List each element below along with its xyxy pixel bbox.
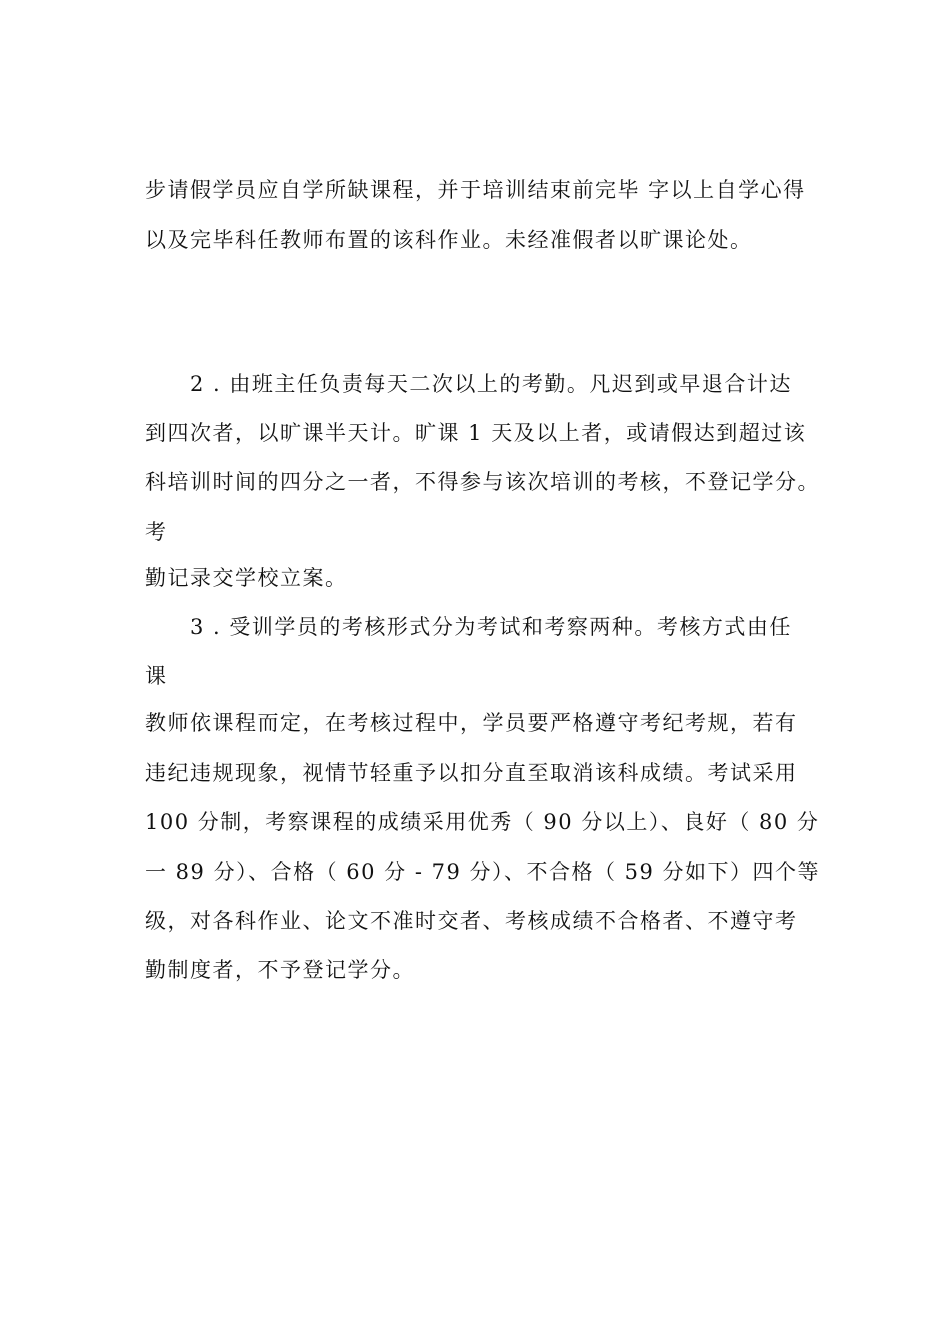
paragraph-2-line-4: 考 — [145, 520, 168, 544]
paragraph-3-line-6: 一 89 分）、合格（ 60 分 - 79 分）、不合格（ 59 分如下）四个等 — [145, 860, 821, 884]
paragraph-2-line-2: 到四次者，以旷课半天计。旷课 1 天及以上者，或请假达到超过该 — [145, 421, 807, 445]
paragraph-2-line-1: 2 . 由班主任负责每天二次以上的考勤。凡迟到或早退合计达 — [190, 372, 792, 396]
paragraph-3-line-3: 教师依课程而定，在考核过程中，学员要严格遵守考纪考规，若有 — [145, 711, 798, 735]
paragraph-3-line-7: 级，对各科作业、论文不准时交者、考核成绩不合格者、不遵守考 — [145, 909, 798, 933]
paragraph-2-line-3: 科培训时间的四分之一者，不得参与该次培训的考核，不登记学分。 — [145, 470, 820, 494]
paragraph-3-line-4: 违纪违规现象，视情节轻重予以扣分直至取消该科成绩。考试采用 — [145, 761, 798, 785]
paragraph-2-line-5: 勤记录交学校立案。 — [145, 566, 348, 590]
paragraph-3-line-5: 100 分制，考察课程的成绩采用优秀（ 90 分以上）、良好（ 80 分 — [145, 810, 820, 834]
paragraph-3-line-2: 课 — [145, 664, 168, 688]
paragraph-1-line-1: 步请假学员应自学所缺课程，并于培训结束前完毕 字以上自学心得 — [145, 178, 806, 202]
paragraph-3-line-8: 勤制度者，不予登记学分。 — [145, 958, 415, 982]
paragraph-1-line-2: 以及完毕科任教师布置的该科作业。未经准假者以旷课论处。 — [145, 228, 753, 252]
paragraph-3-line-1: 3 . 受训学员的考核形式分为考试和考察两种。考核方式由任 — [190, 615, 792, 639]
